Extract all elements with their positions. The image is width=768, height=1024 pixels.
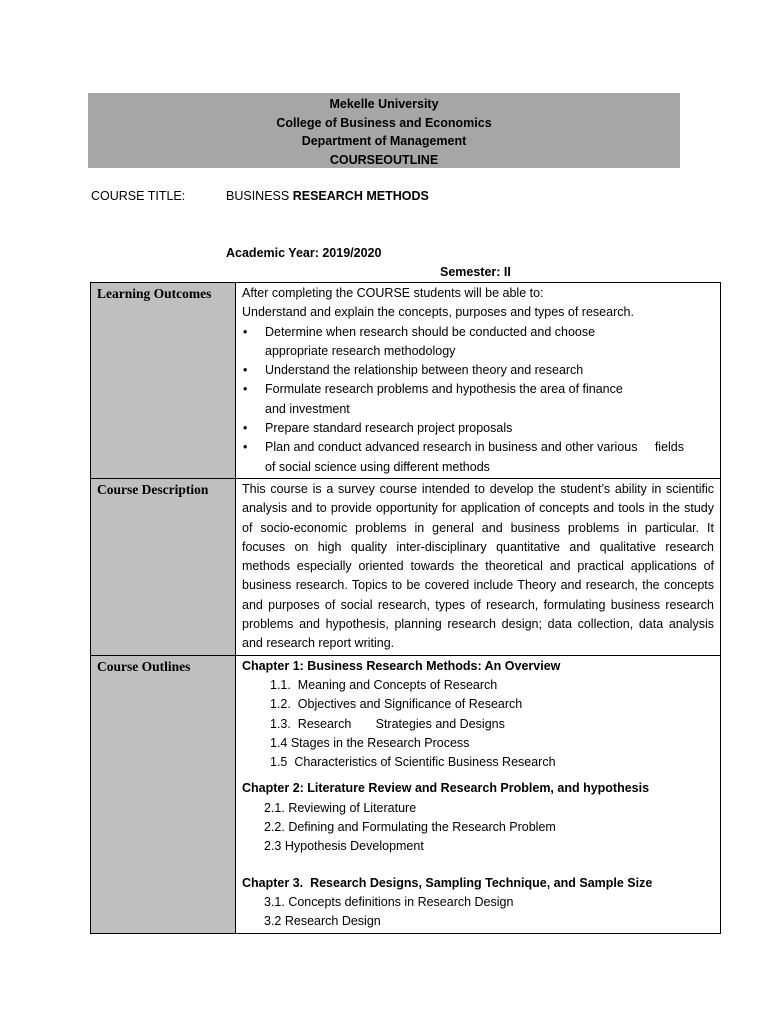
course-title-row [0,189,768,209]
course-title-label: COURSE TITLE: [91,189,186,203]
outcome-line: appropriate research methodology [265,343,456,358]
learning-outcomes-row [91,283,721,479]
college-name: College of Business and Economics [276,115,492,130]
list-item: 1.3. Research Strategies and Designs [270,716,505,731]
outcome-bullet [242,361,714,380]
course-description-row [91,478,721,655]
document-header [88,93,680,168]
learning-outcomes-content [236,283,721,479]
list-item: 1.5 Characteristics of Scientific Business Research [270,755,556,770]
outcome-bullet [242,419,714,438]
course-outlines-label: Course Outlines [91,655,236,933]
bullet-icon: • [243,324,248,339]
chapter-1-heading: Chapter 1: Business Research Methods: An Overview [242,658,561,673]
course-title-prefix: BUSINESS [226,189,290,203]
list-item: 1.4 Stages in the Research Process [270,735,470,750]
outcome-bullet [242,438,714,477]
list-item: 2.1. Reviewing of Literature [264,800,417,815]
outcome-bullet [242,323,714,362]
course-description-label: Course Description [91,478,236,655]
bullet-icon: • [243,440,248,455]
outcome-line: Understand the relationship between theory and research [265,363,584,378]
semester: Semester: II [440,265,511,279]
outcome-bullet [242,380,714,419]
course-outlines-content [236,655,721,933]
outcome-line: Formulate research problems and hypothesis the area of finance [265,382,623,397]
list-item: 2.3 Hypothesis Development [264,839,424,854]
list-item: 3.1. Concepts definitions in Research Design [264,894,514,909]
bullet-icon: • [243,363,248,378]
course-title-bold: RESEARCH METHODS [292,189,429,203]
learning-outcomes-label: Learning Outcomes [91,283,236,479]
university-name: Mekelle University [329,97,439,111]
chapter-3-heading: Chapter 3. Research Designs, Sampling Technique, and Sample Size [242,875,653,890]
list-item: 3.2 Research Design [264,914,381,929]
outcome-line: Plan and conduct advanced research in business and other various fields [265,440,685,455]
outcome-line: Determine when research should be conducted and choose [265,324,596,339]
outcome-line: and investment [265,401,350,416]
list-item: 1.1. Meaning and Concepts of Research [270,677,498,692]
outcome-line: Prepare standard research project proposals [265,421,513,436]
department-name: Department of Management [301,134,467,148]
course-description-text: This course is a survey course intended to develop the student’s ability in scientific analysis and to provide opportunity for application of concepts and tools in the study of socio-economic problems in general and business problems in particular. It focuses on high quality inter-disciplinary quantitative and qualitative research methods especially oriented towards the theoretical and practical applications of business research. Topics to be covered include Theory and research, the concepts and purposes of social research, types of research, formulating business research problems and hypothesis, planning research design; data collection, data analysis and research report writing. [236,478,721,655]
outcomes-intro: After completing the COURSE students will be able to: [242,286,544,300]
document-type: COURSEOUTLINE [329,152,439,167]
bullet-icon: • [243,421,248,436]
list-item: 1.2. Objectives and Significance of Research [270,697,523,712]
bullet-icon: • [243,382,248,397]
chapter-2-heading: Chapter 2: Literature Review and Research Problem, and hypothesis [242,781,650,796]
course-outline-table [90,282,721,934]
outcome-line: of social science using different methods [265,459,490,474]
list-item: 2.2. Defining and Formulating the Research Problem [264,820,556,835]
academic-year: Academic Year: 2019/2020 [226,246,382,260]
course-outlines-row [91,655,721,933]
outcome-first: Understand and explain the concepts, purposes and types of research. [242,305,634,320]
course-title-value [226,189,429,203]
